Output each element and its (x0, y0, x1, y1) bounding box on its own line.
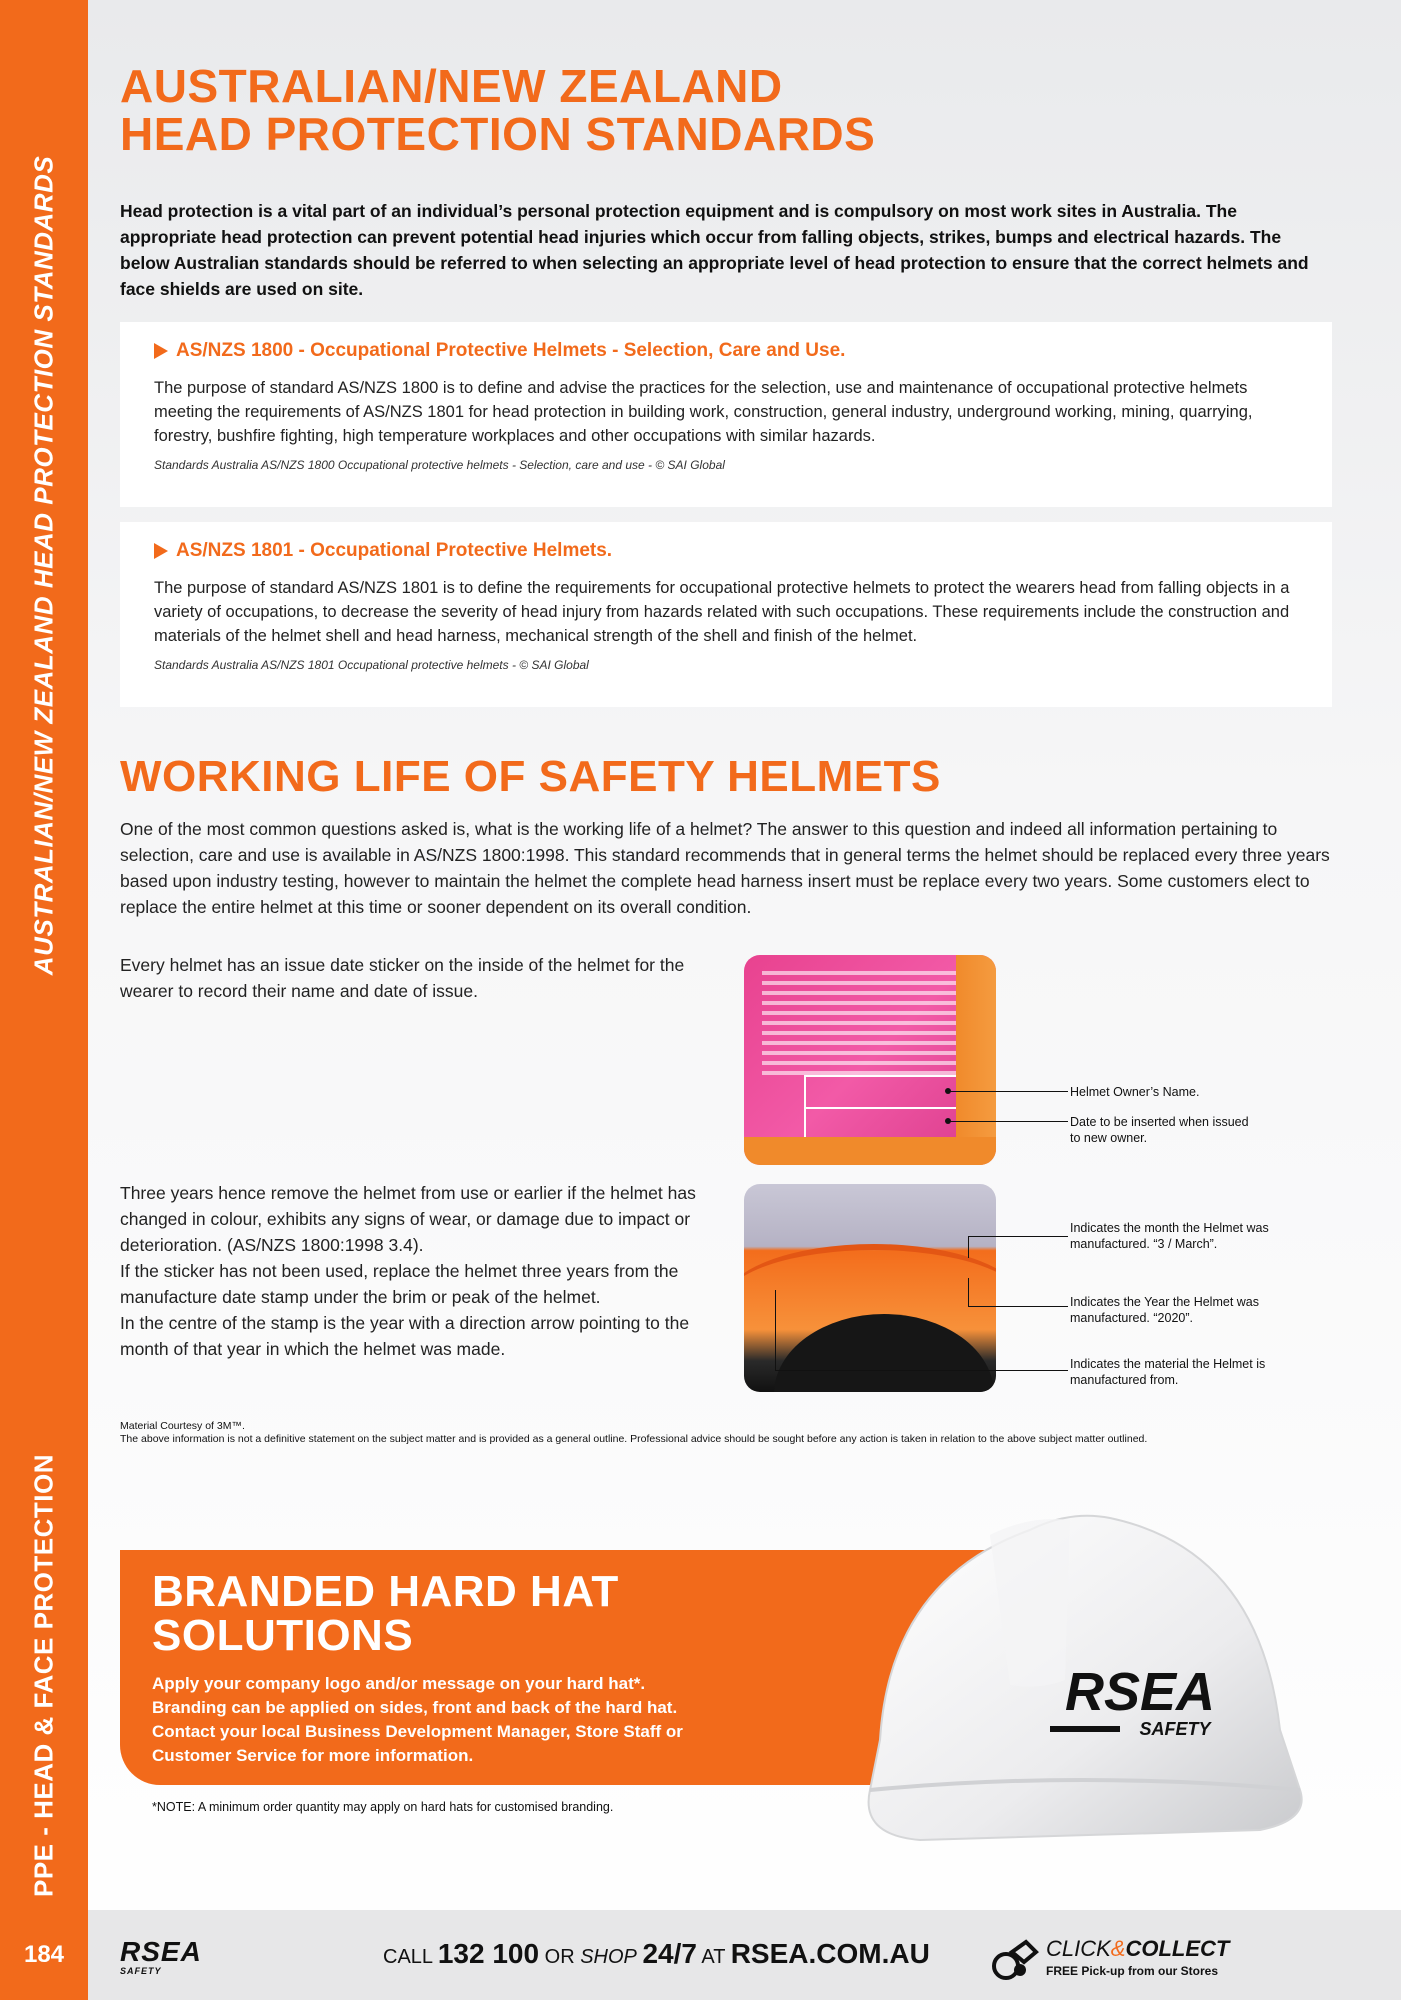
three-years-line: In the centre of the stamp is the year with a direction arrow pointing to the month of that year in which the helmet was made. (120, 1313, 690, 1359)
annotation-year: Indicates the Year the Helmet was manufactured. “2020”. (1070, 1295, 1260, 1325)
helmet-brim (744, 1137, 996, 1165)
banner-body-line: Apply your company logo and/or message on your hard hat*. (152, 1674, 646, 1693)
three-years-line: Three years hence remove the helmet from use or earlier if the helmet has changed in colour, exhibits any signs of wear, or damage due to impact or deterioration. (AS/NZS 1800:1998 3.4). (120, 1183, 696, 1255)
month-leader-line (968, 1236, 1068, 1237)
working-life-title: WORKING LIFE OF SAFETY HELMETS (120, 752, 941, 801)
banner-body (152, 1672, 772, 1768)
courtesy-note (120, 1420, 1147, 1446)
click-collect-sub: FREE Pick-up from our Stores (1046, 1964, 1219, 1978)
phone-number[interactable]: 132 100 (437, 1938, 540, 1969)
month-leader-vertical (968, 1236, 969, 1258)
contact-line (383, 1938, 930, 1970)
banner-body-line: Branding can be applied on sides, front and back of the hard hat. (152, 1698, 678, 1717)
three-years-paragraph (120, 1180, 720, 1362)
page-title (120, 62, 875, 158)
owner-leader-dot (945, 1088, 951, 1094)
triangle-bullet-icon (154, 543, 168, 559)
rsea-logo-sub: SAFETY (120, 1966, 162, 1976)
sticker-paragraph: Every helmet has an issue date sticker on the inside of the helmet for the wearer to record their name and date of issue. (120, 955, 685, 1001)
banner-body-line: Contact your local Business Development Manager, Store Staff or (152, 1722, 683, 1741)
page-number: 184 (0, 1910, 88, 2000)
intro-paragraph: Head protection is a vital part of an individual’s personal protection equipment and is compulsory on most work sites in Australia. The appropriate head protection can prevent potential head injuries which occur from falling objects, strikes, bumps and electrical hazards. The below Australian standards should be referred to when selecting an appropriate level of head protection to ensure that the correct helmets and face shields are used on site. (120, 201, 1309, 299)
year-leader-line (968, 1306, 1068, 1307)
call-prefix: CALL (383, 1946, 433, 1968)
date-leader-dot (945, 1118, 951, 1124)
hat-logo-sub: SAFETY (1139, 1719, 1211, 1739)
at-text: AT (701, 1946, 726, 1968)
branding-note: *NOTE: A minimum order quantity may apply on hard hats for customised branding. (152, 1800, 614, 1814)
year-leader-vertical (968, 1278, 969, 1306)
rsea-logo-text: RSEA (120, 1936, 202, 1967)
standard-card-1800 (120, 322, 1332, 507)
standard-title-text: AS/NZS 1800 - Occupational Protective Helmets - Selection, Care and Use. (176, 340, 846, 361)
white-hard-hat-image (840, 1490, 1320, 1860)
standard-body: The purpose of standard AS/NZS 1801 is to define the requirements for occupational protective helmets to protect the wearers head from falling objects in a variety of occupations, to decrease the severity of head injury from hazards related with such occupations. These requirements include the construction and materials of the helmet shell and head harness, mechanical strength of the shell and finish of the helmet. (154, 579, 1290, 645)
banner-body-line: Customer Service for more information. (152, 1746, 474, 1765)
banner-title-line1: BRANDED HARD HAT (152, 1567, 619, 1616)
banner-title (152, 1567, 619, 1660)
helmet-edge (956, 955, 996, 1165)
date-leader-line (948, 1121, 1068, 1122)
working-life-paragraph: One of the most common questions asked is, what is the working life of a helmet? The answer to this question and indeed all information pertaining to selection, care and use is available in AS/NZS 1800:1998. This standard recommends that in general terms the helmet should be replaced every three years based upon industry testing, however to maintain the helmet the complete head harness insert must be replace every two years. Some customers elect to replace the entire helmet at this time or sooner dependent on its overall condition. (120, 819, 1330, 917)
side-bar (0, 0, 88, 1910)
standard-title-text: AS/NZS 1801 - Occupational Protective Helmets. (176, 540, 613, 561)
standard-source: Standards Australia AS/NZS 1801 Occupational protective helmets - © SAI Global (154, 658, 589, 672)
shop-text: SHOP (580, 1946, 637, 1968)
website-link[interactable]: RSEA.COM.AU (730, 1938, 930, 1969)
click-text: CLICK (1046, 1936, 1111, 1961)
hat-logo: RSEA (1064, 1662, 1216, 1722)
page-title-line2: HEAD PROTECTION STANDARDS (120, 108, 876, 160)
hours-text: 24/7 (642, 1938, 697, 1969)
annotation-month: Indicates the month the Helmet was manufactured. “3 / March”. (1070, 1221, 1269, 1251)
collect-text: COLLECT (1125, 1936, 1230, 1961)
material-leader-vertical (775, 1290, 776, 1370)
click-collect-icon (990, 1936, 1040, 1984)
sticker-name-date-box (804, 1075, 958, 1141)
annotation-owner: Helmet Owner’s Name. (1070, 1085, 1200, 1099)
annotation-material: Indicates the material the Helmet is manufactured from. (1070, 1357, 1266, 1387)
standard-source: Standards Australia AS/NZS 1800 Occupational protective helmets - Selection, care and use - © SAI Global (154, 458, 725, 472)
standard-card-1801 (120, 522, 1332, 707)
sidebar-section-title: AUSTRALIAN/NEW ZEALAND HEAD PROTECTION STANDARDS (28, 155, 59, 976)
triangle-bullet-icon (154, 343, 168, 359)
sidebar-category-title: PPE - HEAD & FACE PROTECTION (28, 1453, 59, 1898)
standard-title (154, 540, 1298, 562)
or-text: OR (544, 1946, 575, 1968)
annotation-date: Date to be inserted when issued to new owner. (1070, 1115, 1249, 1145)
disclaimer-line: The above information is not a definitive statement on the subject matter and is provided as a general outline. Professional advice should be sought before any action is taken in relation to the above subject matter outlined. (120, 1433, 1148, 1445)
helmet-sticker-photo (744, 955, 996, 1165)
three-years-line: If the sticker has not been used, replace the helmet three years from the manufacture date stamp under the brim or peak of the helmet. (120, 1261, 679, 1307)
sticker-warning-text-lines (762, 965, 962, 1081)
owner-leader-line (948, 1091, 1068, 1092)
click-collect[interactable] (990, 1936, 1230, 1989)
banner-title-line2: SOLUTIONS (152, 1611, 414, 1660)
standard-body: The purpose of standard AS/NZS 1800 is to define and advise the practices for the selection, use and maintenance of occupational protective helmets meeting the requirements of AS/NZS 1801 for head protection in building work, construction, general industry, underground working, mining, quarrying, forestry, bushfire fighting, high temperature workplaces and other occupations with similar hazards. (154, 379, 1253, 445)
helmet-date-stamp-photo (744, 1184, 996, 1392)
page-title-line1: AUSTRALIAN/NEW ZEALAND (120, 60, 783, 112)
amp-text: & (1110, 1936, 1126, 1961)
click-collect-title (1046, 1936, 1229, 1962)
courtesy-line: Material Courtesy of 3M™. (120, 1420, 245, 1432)
rsea-logo[interactable] (120, 1938, 202, 1976)
material-leader-line (775, 1370, 1068, 1371)
standard-title (154, 340, 1298, 362)
